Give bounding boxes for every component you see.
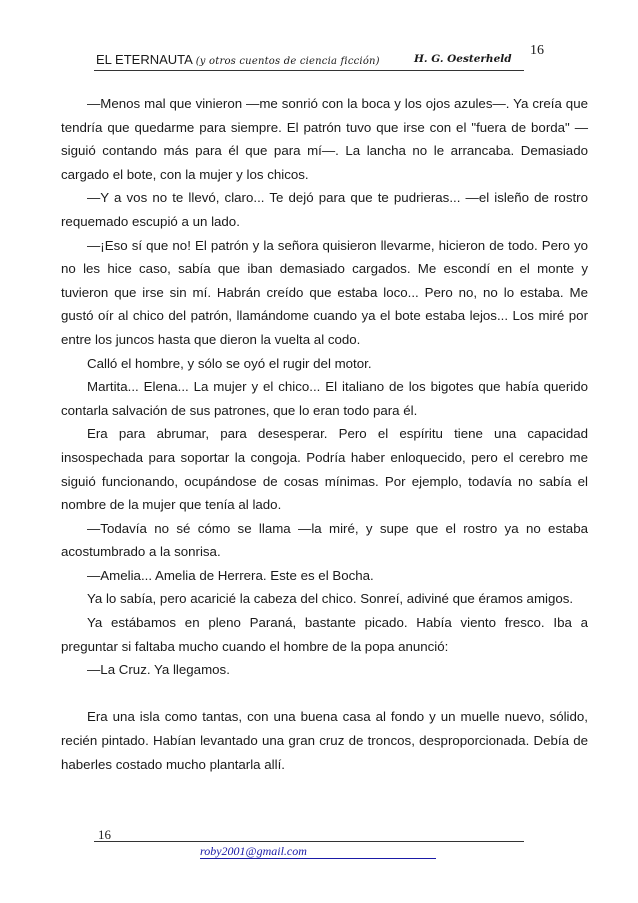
paragraph: Ya lo sabía, pero acaricié la cabeza del chico. Sonreí, adiviné que éramos amigos.: [87, 591, 574, 607]
paragraph: Era para abrumar, para desesperar. Pero el espíritu tiene una capacidad insospechada para soportar la congoja. Podría haber enloquecido, pero el cerebro me siguió funcionando, ocupándose de cosas mínimas. Por ejemplo, todavía no sabía el nombre de la mujer que tenía al lado.: [61, 426, 588, 513]
book-title-text: EL ETERNAUTA: [96, 52, 193, 67]
paragraph: Ya estábamos en pleno Paraná, bastante picado. Había viento fresco. Iba a preguntar si faltaba mucho cuando el hombre de la popa anunció:: [61, 615, 588, 654]
footer-email-link[interactable]: roby2001@gmail.com: [200, 844, 436, 859]
paragraph: —Amelia... Amelia de Herrera. Este es el Bocha.: [87, 567, 374, 583]
paragraph: —¡Eso sí que no! El patrón y la señora quisieron llevarme, hicieron de todo. Pero yo no les hice caso, sabía que iban demasiado cargados. Me escondí en el monte y tuvieron que irse sin mí. Habrán creído que estaba loco... Pero no, no lo estaba. Me gustó oír al chico del patrón, llamándome cuando ya el bote estaba lejos... Los miré por entre los juncos hasta que dieron la vuelta al codo.: [61, 237, 588, 347]
footer-rule: [94, 841, 524, 842]
book-title: [96, 52, 380, 67]
document-body: [61, 92, 588, 776]
paragraph: Martita... Elena... La mujer y el chico... El italiano de los bigotes que había querido contarla salvación de sus patrones, que lo eran todo para él.: [61, 379, 588, 418]
page-header: [94, 50, 524, 71]
header-page-number: 16: [530, 43, 544, 58]
paragraph: —La Cruz. Ya llegamos.: [87, 662, 230, 678]
paragraph: —Y a vos no te llevó, claro... Te dejó para que te pudrieras... —el isleño de rostro requemado escupió a un lado.: [61, 190, 588, 229]
paragraph: —Menos mal que vinieron —me sonrió con la boca y los ojos azules—. Ya creía que tendría que quedarme para siempre. El patrón tuvo que irse con el "fuera de borda" —siguió contando más para él que para mí—. La lancha no le arrancaba. Demasiado cargado el bote, con la mujer y los chicos.: [61, 96, 588, 182]
book-subtitle: (y otros cuentos de ciencia ficción): [195, 56, 380, 67]
paragraph: Era una isla como tantas, con una buena casa al fondo y un muelle nuevo, sólido, recién pintado. Habían levantado una gran cruz de troncos, desproporcionada. Debía de haberles costado mucho plantarla allí.: [61, 709, 588, 772]
author-name: H. G. Oesterheld: [414, 53, 512, 65]
paragraph: Calló el hombre, y sólo se oyó el rugir del motor.: [87, 355, 372, 371]
footer-page-number: 16: [98, 827, 111, 842]
paragraph: —Todavía no sé cómo se llama —la miré, y supe que el rostro ya no estaba acostumbrado a la sonrisa.: [61, 520, 588, 560]
